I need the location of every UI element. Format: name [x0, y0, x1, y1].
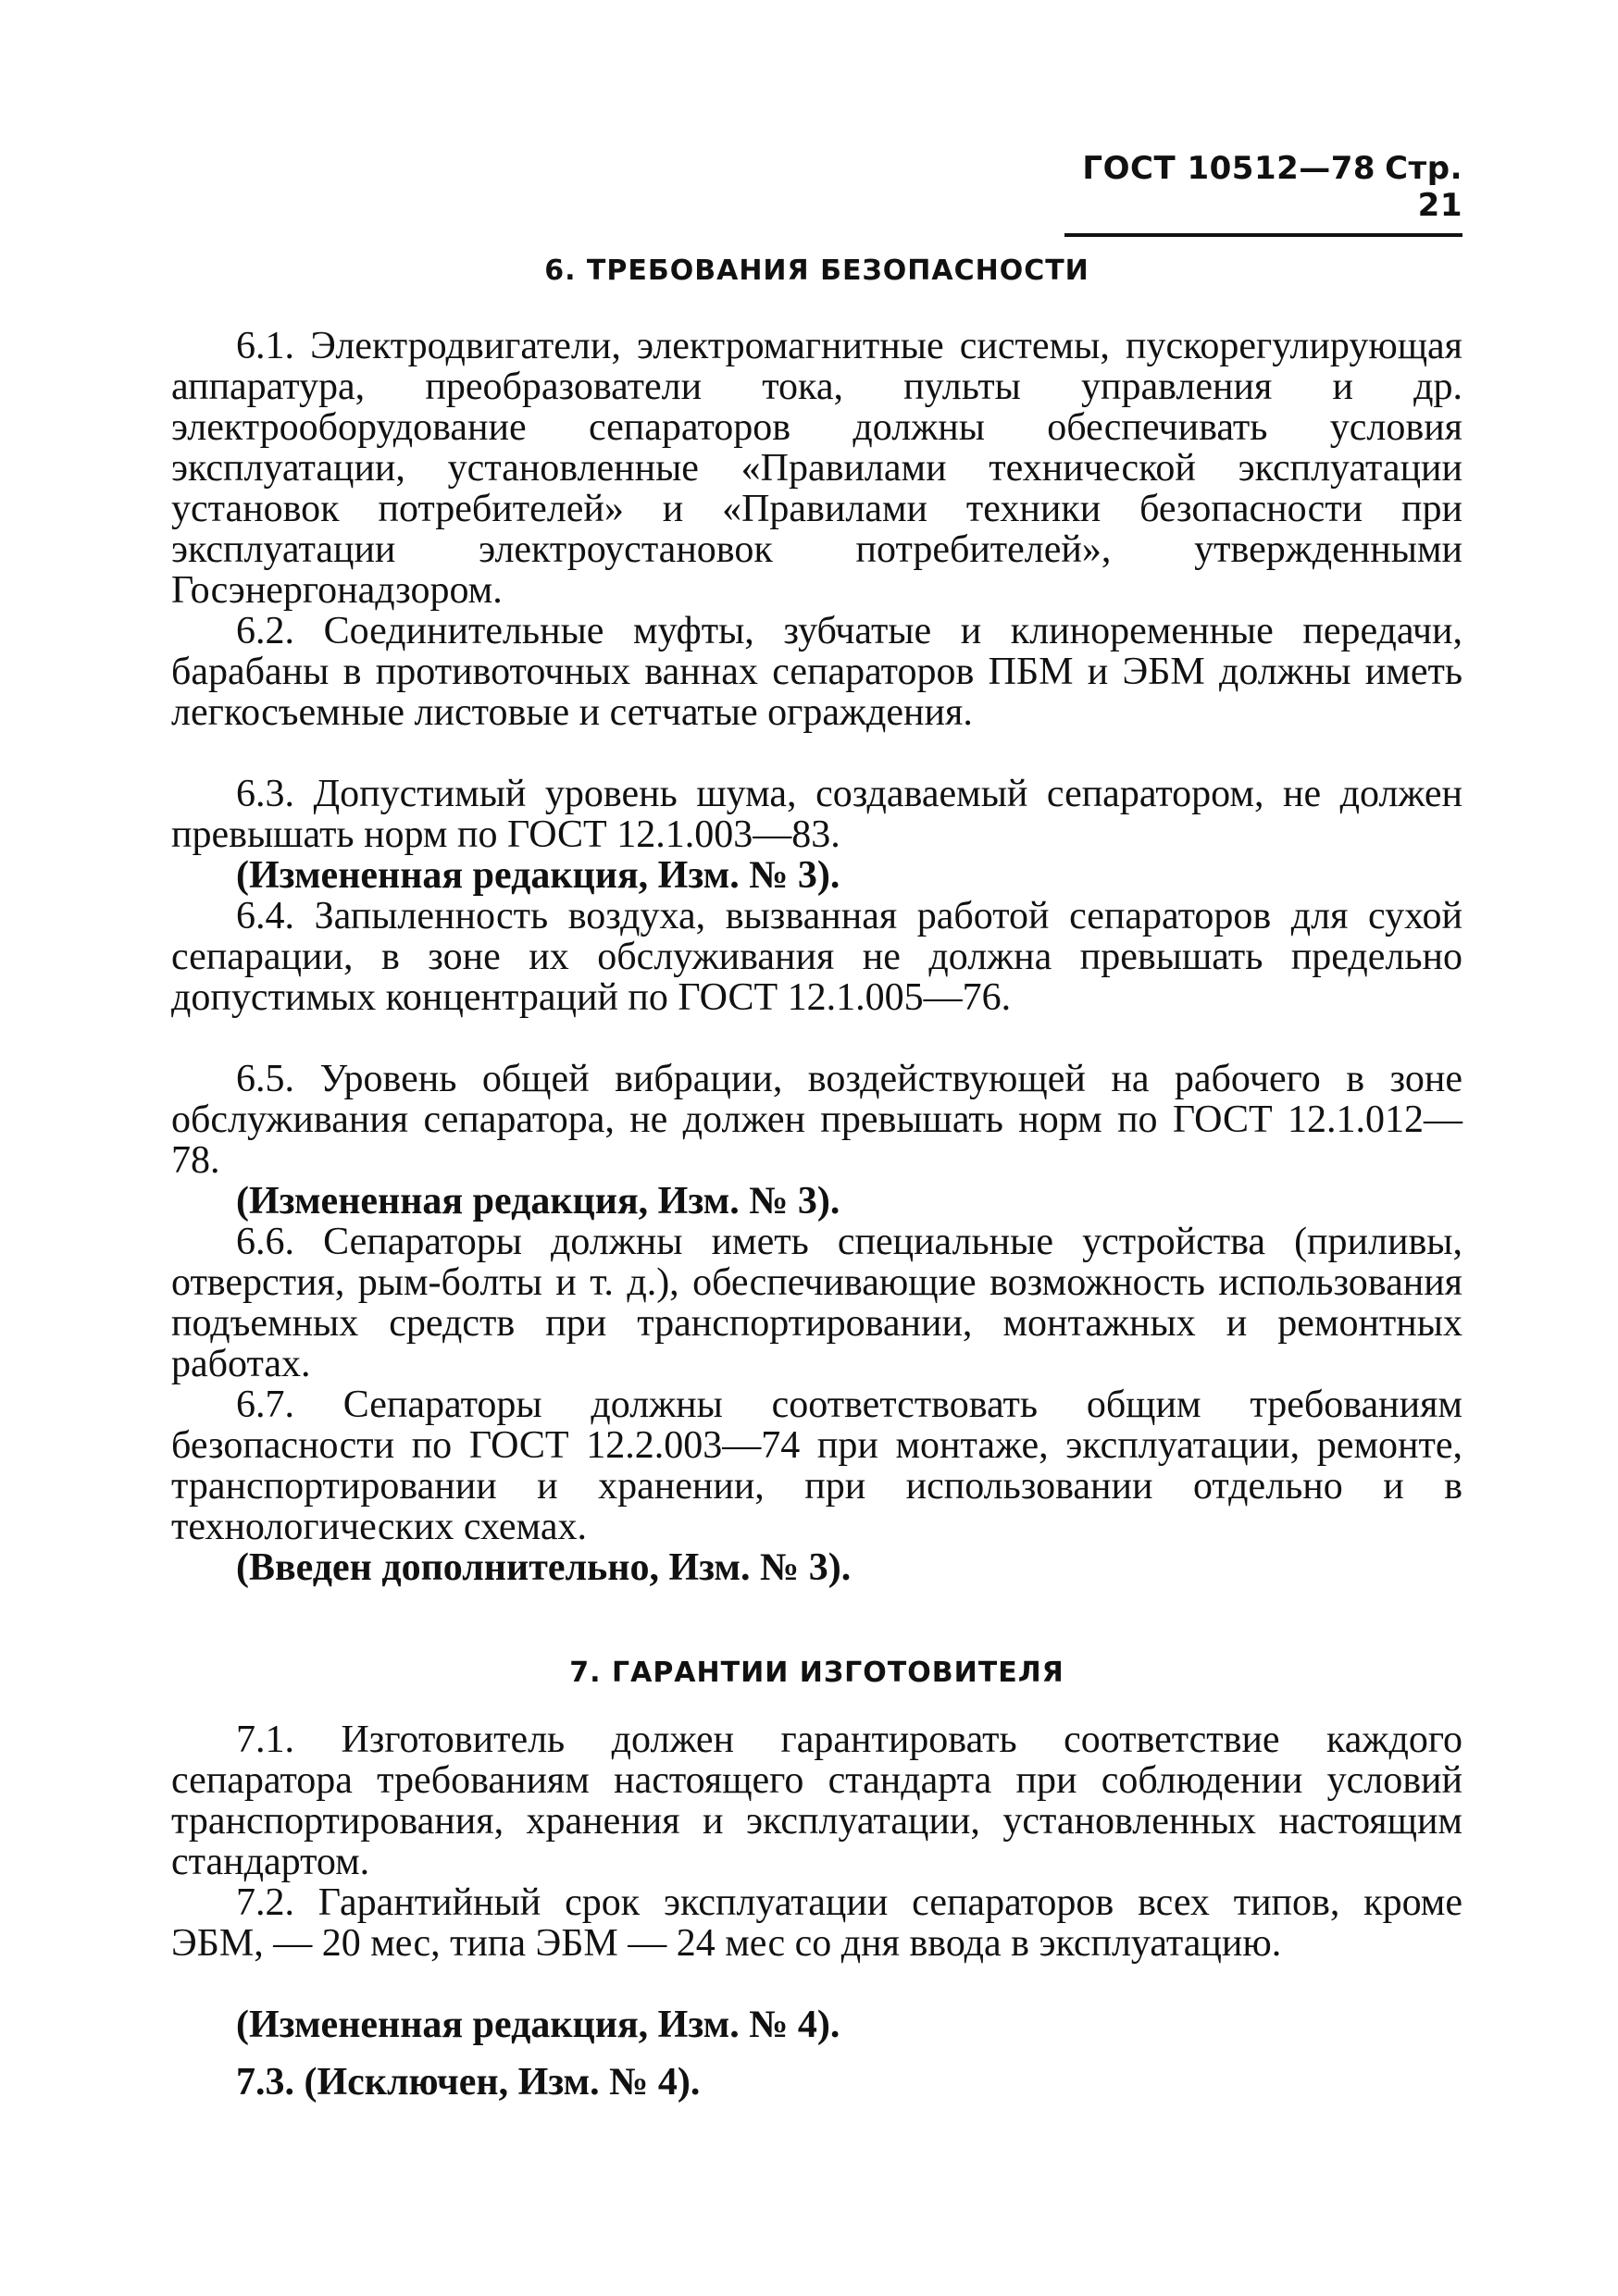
- standard-number: ГОСТ 10512—78: [1082, 150, 1376, 187]
- amendment-note-6-7: (Введен дополнительно, Изм. № 3).: [236, 1546, 852, 1589]
- paragraph-6-3: 6.3. Допустимый уровень шума, создаваемый сепаратором, не должен превышать норм по ГОСТ 12.1.003—83.: [171, 773, 1462, 856]
- paragraph-6-2: 6.2. Соединительные муфты, зубчатые и клиноременные передачи, барабаны в противоточных ваннах сепараторов ПБМ и ЭБМ должны иметь легкосъемные листовые и сетчатые ограждения.: [171, 610, 1462, 734]
- paragraph-7-2: 7.2. Гарантийный срок эксплуатации сепараторов всех типов, кроме ЭБМ, — 20 мес, типа ЭБМ — 24 мес со дня ввода в эксплуатацию.: [171, 1881, 1462, 1965]
- page-number: Стр. 21: [1385, 150, 1462, 224]
- paragraph-7-3: 7.3. (Исключен, Изм. № 4).: [236, 2061, 701, 2104]
- page-header: [1064, 150, 1462, 237]
- paragraph-6-4: 6.4. Запыленность воздуха, вызванная работой сепараторов для сухой сепарации, в зоне их обслуживания не должна превышать предельно допустимых концентраций по ГОСТ 12.1.005—76.: [171, 895, 1462, 1019]
- amendment-note-6-5: (Измененная редакция, Изм. № 3).: [236, 1180, 840, 1222]
- section-7-title: 7. ГАРАНТИИ ИЗГОТОВИТЕЛЯ: [569, 1657, 1064, 1689]
- paragraph-7-1: 7.1. Изготовитель должен гарантировать соответствие каждого сепаратора требованиям настоящего стандарта при соблюдении условий транспортирования, хранения и эксплуатации, установленных настоящим стандартом.: [171, 1719, 1462, 1883]
- paragraph-6-6: 6.6. Сепараторы должны иметь специальные устройства (приливы, отверстия, рым-болты и т. д.), обеспечивающие возможность использования подъемных средств при транспортировании, монтажных и ремонтных работах.: [171, 1221, 1462, 1385]
- section-6-title: 6. ТРЕБОВАНИЯ БЕЗОПАСНОСТИ: [544, 254, 1089, 287]
- amendment-note-6-3: (Измененная редакция, Изм. № 3).: [236, 854, 840, 897]
- paragraph-6-7: 6.7. Сепараторы должны соответствовать общим требованиям безопасности по ГОСТ 12.2.003—74 при монтаже, эксплуатации, ремонте, транспортировании и хранении, при использовании отдельно и в технологических схемах.: [171, 1384, 1462, 1548]
- paragraph-6-1: 6.1. Электродвигатели, электромагнитные системы, пускорегулирующая аппаратура, преобразователи тока, пульты управления и др. электрооборудование сепараторов должны обеспечивать условия эксплуатации, установленные «Правилами технической эксплуатации установок потребителей» и «Правилами техники безопасности при эксплуатации электроустановок потребителей», утвержденными Госэнергонадзором.: [171, 325, 1462, 612]
- amendment-note-7-2: (Измененная редакция, Изм. № 4).: [236, 2004, 840, 2046]
- paragraph-6-5: 6.5. Уровень общей вибрации, воздействующей на рабочего в зоне обслуживания сепаратора, не должен превышать норм по ГОСТ 12.1.012—78.: [171, 1058, 1462, 1182]
